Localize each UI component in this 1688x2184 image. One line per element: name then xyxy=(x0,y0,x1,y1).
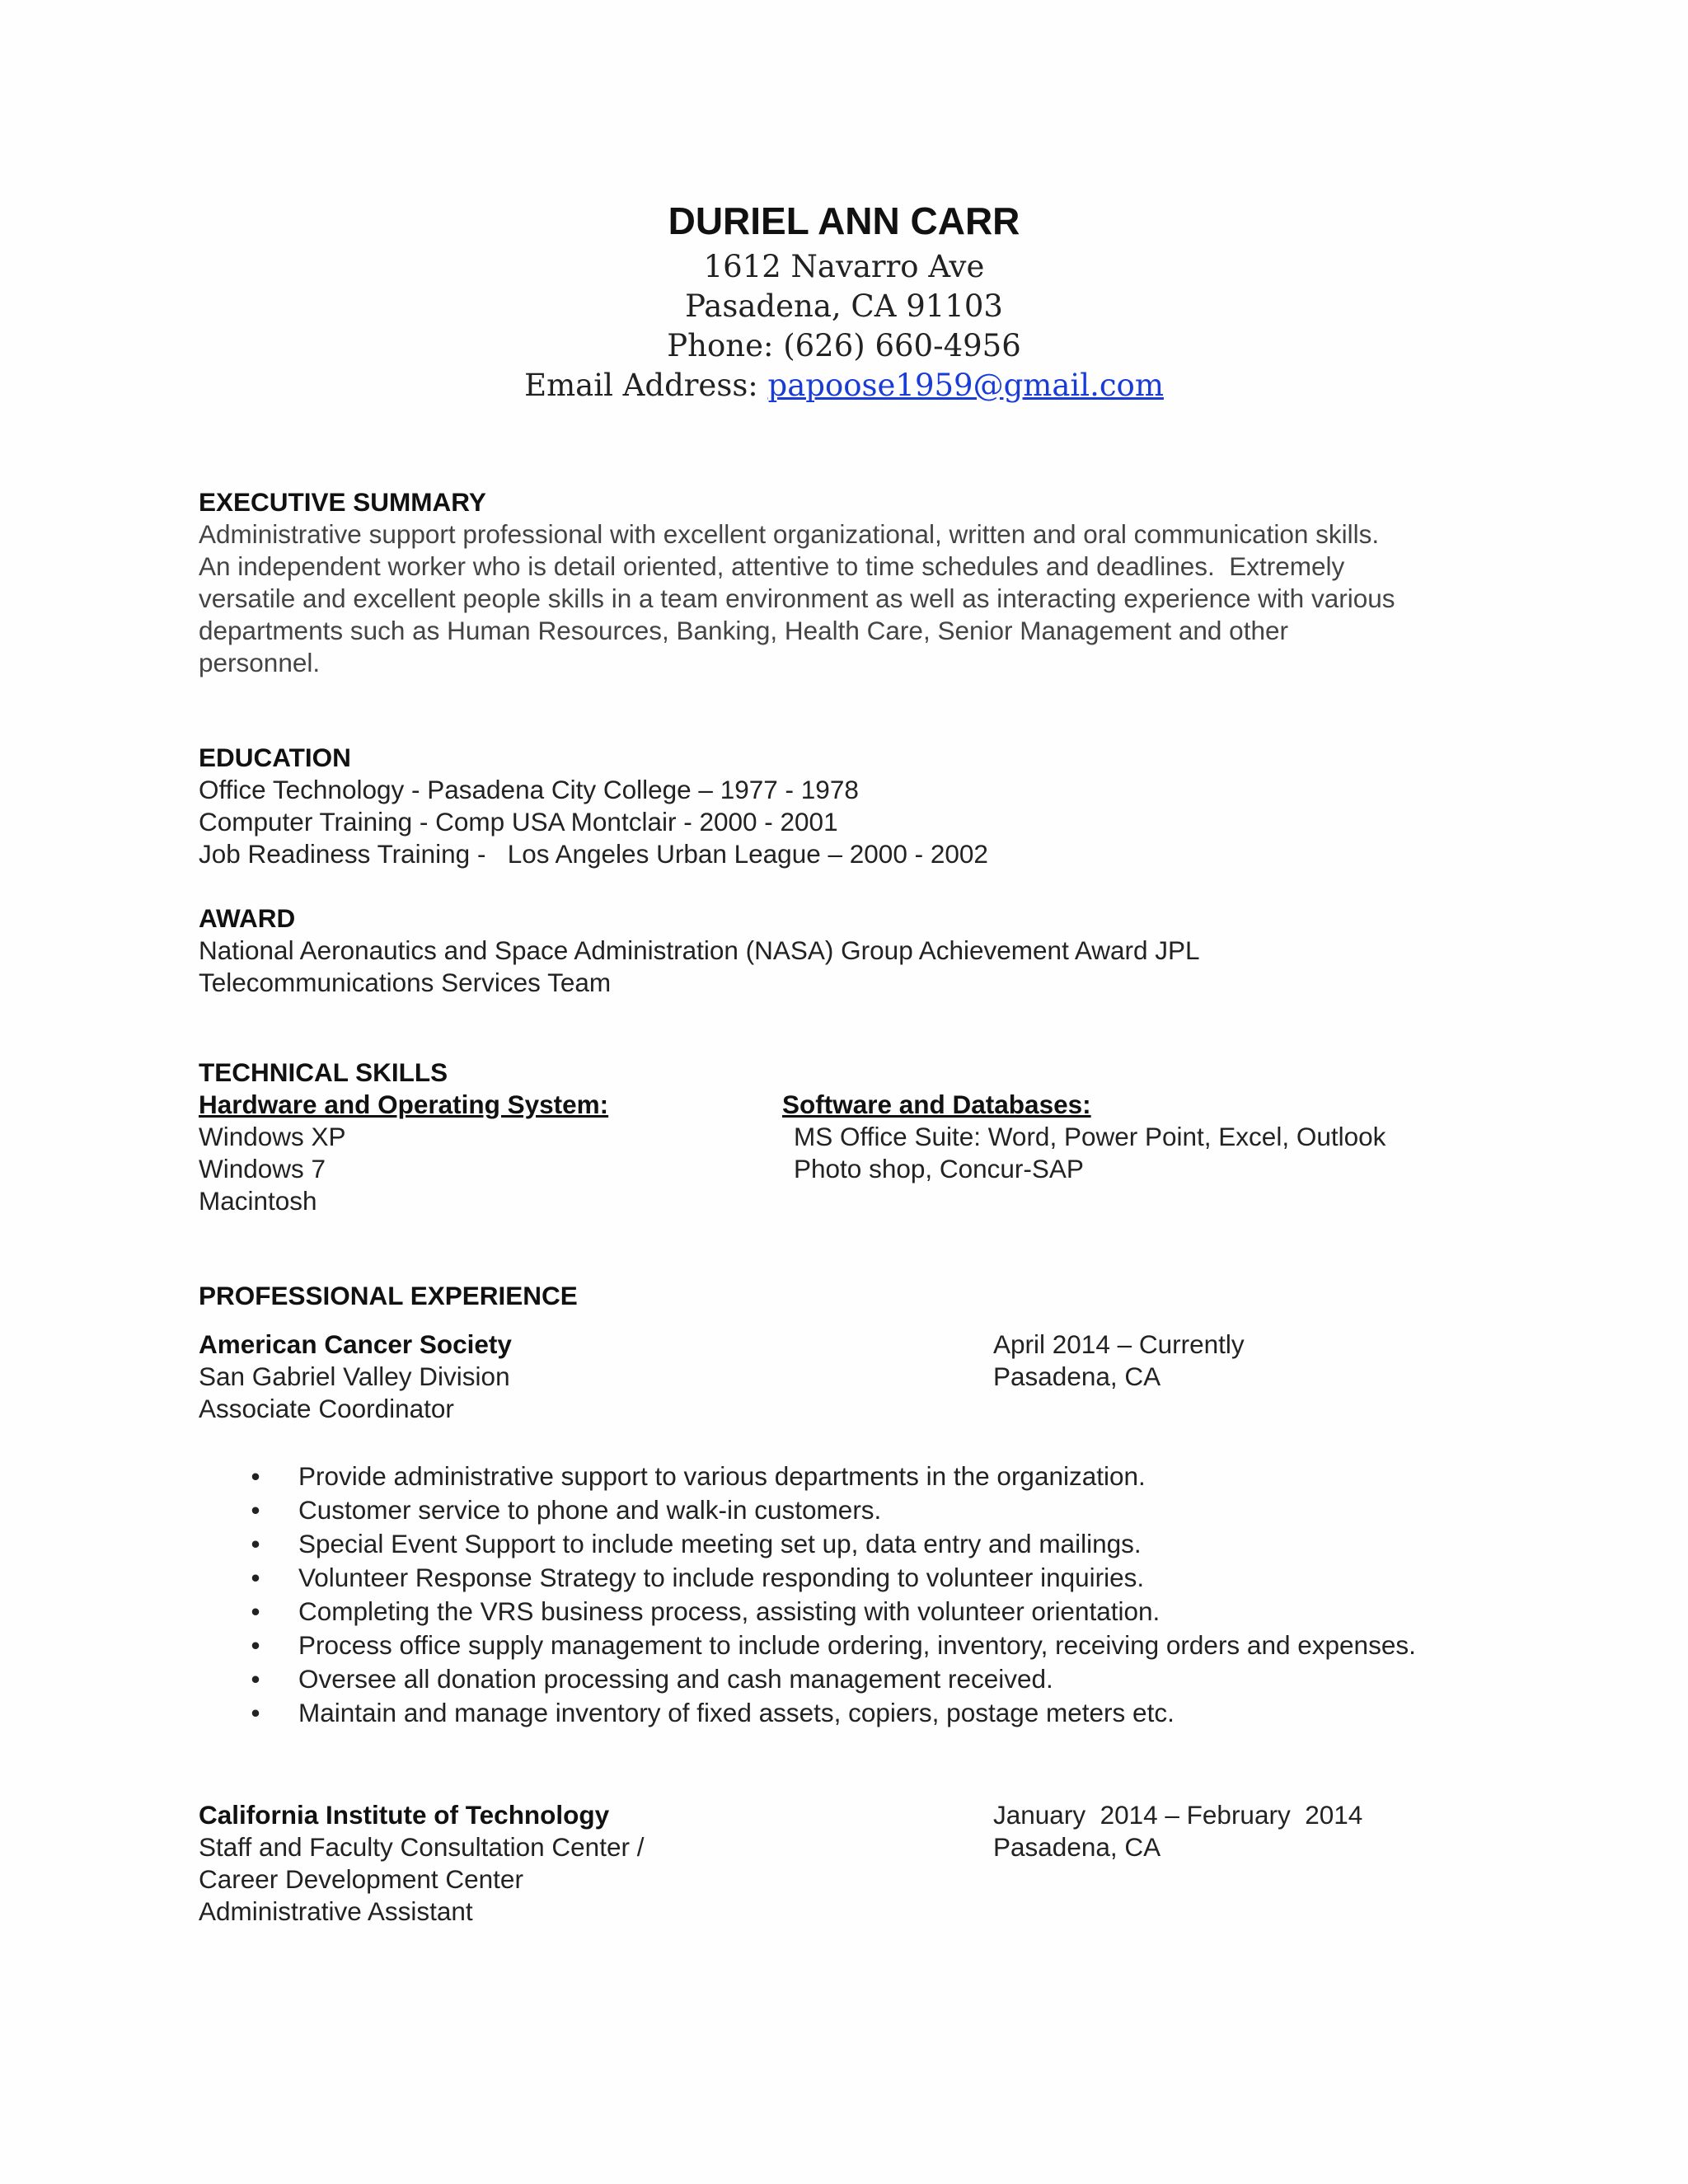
job-employer: California Institute of Technology xyxy=(199,1800,610,1830)
skills-heading: TECHNICAL SKILLS xyxy=(199,1057,448,1087)
job-title: Associate Coordinator xyxy=(199,1394,454,1423)
email-label: Email Address: xyxy=(524,368,768,403)
summary-line-5: personnel. xyxy=(199,648,321,677)
software-item: Photo shop, Concur-SAP xyxy=(794,1154,1084,1183)
award-line-1: National Aeronautics and Space Administration (NASA) Group Achievement Award JPL xyxy=(199,935,1200,965)
bullet-icon: • xyxy=(251,1596,260,1626)
list-item xyxy=(247,1528,1442,1560)
list-item xyxy=(247,1629,1442,1661)
bullet-icon: • xyxy=(251,1529,260,1558)
job-employer: American Cancer Society xyxy=(199,1329,512,1359)
hardware-item: Windows XP xyxy=(199,1122,346,1151)
list-item xyxy=(247,1663,1442,1695)
experience-heading: PROFESSIONAL EXPERIENCE xyxy=(199,1281,578,1310)
job-division: Staff and Faculty Consultation Center / xyxy=(199,1832,645,1862)
software-item: MS Office Suite: Word, Power Point, Excel, Outlook xyxy=(794,1122,1386,1151)
education-item: Computer Training - Comp USA Montclair - 2000 - 2001 xyxy=(199,807,838,837)
list-item xyxy=(247,1697,1442,1729)
candidate-name: DURIEL ANN CARR xyxy=(668,199,1020,242)
bullet-icon: • xyxy=(251,1495,260,1525)
duty-text: Oversee all donation processing and cash management received. xyxy=(298,1664,1053,1694)
job-division: San Gabriel Valley Division xyxy=(199,1361,510,1391)
hardware-item: Windows 7 xyxy=(199,1154,326,1183)
award-line-2: Telecommunications Services Team xyxy=(199,968,612,997)
job-title: Administrative Assistant xyxy=(199,1896,473,1926)
email-line xyxy=(0,366,1688,405)
summary-line-3: versatile and excellent people skills in a team environment as well as interacting experience with various xyxy=(199,583,1395,613)
bullet-icon: • xyxy=(251,1563,260,1592)
summary-line-1: Administrative support professional with excellent organizational, written and oral communication skills. xyxy=(199,519,1380,549)
summary-heading: EXECUTIVE SUMMARY xyxy=(199,487,486,517)
resume-header xyxy=(0,194,1688,405)
award-heading: AWARD xyxy=(199,903,296,933)
email-link[interactable]: papoose1959@gmail.com xyxy=(767,368,1164,403)
job-dates: January 2014 – February 2014 xyxy=(993,1800,1363,1830)
education-item: Job Readiness Training - Los Angeles Urban League – 2000 - 2002 xyxy=(199,839,988,869)
address-line-1: 1612 Navarro Ave xyxy=(703,249,985,284)
duty-text: Volunteer Response Strategy to include responding to volunteer inquiries. xyxy=(298,1563,1145,1592)
bullet-icon: • xyxy=(251,1461,260,1491)
list-item xyxy=(247,1494,1442,1526)
duty-text: Maintain and manage inventory of fixed assets, copiers, postage meters etc. xyxy=(298,1698,1175,1727)
bullet-icon: • xyxy=(251,1664,260,1694)
duty-text: Provide administrative support to various departments in the organization. xyxy=(298,1461,1146,1491)
job-division-2: Career Development Center xyxy=(199,1864,523,1894)
duty-text: Special Event Support to include meeting set up, data entry and mailings. xyxy=(298,1529,1142,1558)
duty-text: Completing the VRS business process, assisting with volunteer orientation. xyxy=(298,1596,1160,1626)
bullet-icon: • xyxy=(251,1698,260,1727)
education-heading: EDUCATION xyxy=(199,743,351,772)
list-item xyxy=(247,1596,1442,1628)
duty-text: Process office supply management to include ordering, inventory, receiving orders and expenses. xyxy=(298,1630,1416,1660)
job-dates: April 2014 – Currently xyxy=(993,1329,1245,1359)
hardware-heading: Hardware and Operating System: xyxy=(199,1090,609,1119)
hardware-item: Macintosh xyxy=(199,1186,317,1216)
duty-text: Customer service to phone and walk-in customers. xyxy=(298,1495,882,1525)
job-location: Pasadena, CA xyxy=(993,1832,1161,1862)
summary-line-2: An independent worker who is detail oriented, attentive to time schedules and deadlines. Extremely xyxy=(199,551,1345,581)
list-item xyxy=(247,1562,1442,1594)
address-line-2: Pasadena, CA 91103 xyxy=(685,288,1003,324)
software-heading: Software and Databases: xyxy=(782,1090,1091,1119)
phone-line: Phone: (626) 660-4956 xyxy=(667,328,1021,363)
job-duties-list xyxy=(247,1460,1442,1731)
education-item: Office Technology - Pasadena City College – 1977 - 1978 xyxy=(199,775,859,804)
job-location: Pasadena, CA xyxy=(993,1361,1161,1391)
summary-line-4: departments such as Human Resources, Banking, Health Care, Senior Management and other xyxy=(199,616,1288,645)
list-item xyxy=(247,1460,1442,1493)
bullet-icon: • xyxy=(251,1630,260,1660)
